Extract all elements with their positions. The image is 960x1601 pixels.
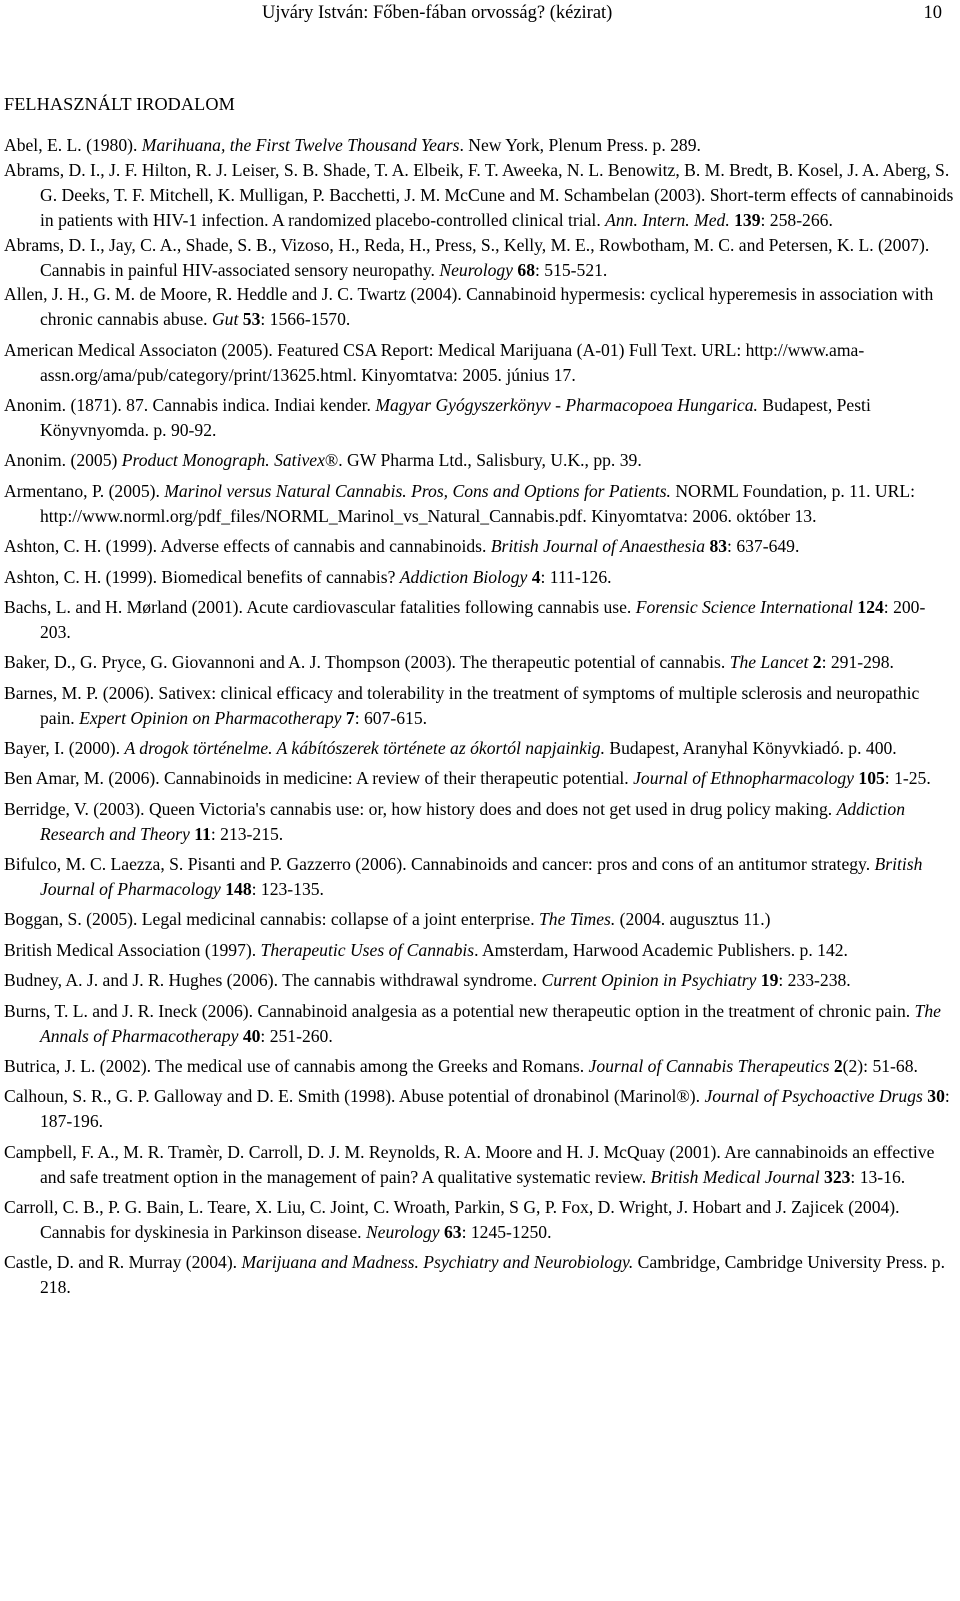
page-header: [0, 0, 960, 28]
reference-text: : 1-25.: [884, 768, 931, 789]
reference-text: Berridge, V. (2003). Queen Victoria's cannabis use: or, how history does and does not get used in drug policy making.: [4, 798, 837, 819]
reference-text: British Medical Association (1997).: [4, 939, 261, 960]
reference-volume: 4: [531, 566, 541, 587]
reference-entry: [4, 338, 954, 388]
reference-entry: [4, 1140, 954, 1190]
reference-text: ®. GW Pharma Ltd., Salisbury, U.K., pp. 39.: [324, 450, 642, 471]
reference-source-title: Forensic Science International: [635, 596, 853, 617]
reference-source-title: Ann. Intern. Med.: [605, 209, 730, 230]
reference-entry: [4, 565, 954, 590]
reference-entry: [4, 938, 954, 963]
reference-source-title: Neurology: [439, 259, 513, 280]
reference-volume: 83: [709, 536, 728, 557]
reference-entry: [4, 968, 954, 993]
reference-source-title: The Lancet: [729, 652, 809, 673]
reference-text: Barnes, M. P. (2006). Sativex: clinical efficacy and tolerability in the treatment of symptoms of multiple sclerosis and neuropathic pain.: [4, 682, 920, 728]
reference-text: : 607-615.: [354, 707, 428, 728]
reference-text: : 1566-1570.: [260, 309, 351, 330]
reference-text: : 637-649.: [727, 536, 800, 557]
reference-source-title: Current Opinion in Psychiatry: [541, 970, 757, 991]
reference-source-title: British Medical Journal: [650, 1166, 820, 1187]
header-title: Ujváry István: Főben-fában orvosság? (kézirat): [262, 3, 613, 23]
reference-source-title: Journal of Ethnopharmacology: [633, 768, 854, 789]
reference-text: Carroll, C. B., P. G. Bain, L. Teare, X. Liu, C. Joint, C. Wroath, Parkin, S G, P. Fox, D. Wright, J. Hobart and J. Zajicek (2004). Cannabis for dyskinesia in Parkinson disease.: [4, 1196, 900, 1242]
reference-volume: 323: [824, 1166, 851, 1187]
reference-text: NORML Foundation, p. 11. URL: http://www.norml.org/pdf_files/NORML_Marinol_vs_Natural_Cannabis.pdf. Kinyomtatva: 2006. október 13.: [40, 480, 915, 526]
reference-source-title: British Journal of Anaesthesia: [490, 536, 706, 557]
reference-source-title: Expert Opinion on Pharmacotherapy: [79, 707, 342, 728]
reference-text: Burns, T. L. and J. R. Ineck (2006). Cannabinoid analgesia as a potential new therapeutic option in the treatment of chronic pain.: [4, 1000, 915, 1021]
reference-entry: [4, 797, 954, 847]
reference-entry: [4, 1250, 954, 1300]
reference-entry: [4, 650, 954, 675]
reference-text: Ben Amar, M. (2006). Cannabinoids in medicine: A review of their therapeutic potential.: [4, 768, 634, 789]
reference-text: Budapest, Pesti Könyvnyomda. p. 90-92.: [40, 395, 871, 440]
reference-entry: [4, 852, 954, 902]
reference-source-title: Therapeutic Uses of Cannabis: [260, 939, 475, 960]
reference-text: American Medical Associaton (2005). Featured CSA Report: Medical Marijuana (A-01) Full Text. URL: http://www.ama-assn.org/ama/pub/category/print/13625.html. Kinyomtatva: 2005. június 17.: [4, 339, 865, 385]
reference-text: Abrams, D. I., Jay, C. A., Shade, S. B., Vizoso, H., Reda, H., Press, S., Kelly, M. E., Rowbotham, M. C. and Petersen, K. L. (2007). Cannabis in painful HIV-associated sensory neuropathy.: [4, 234, 930, 280]
reference-text: : 291-298.: [821, 652, 894, 673]
reference-entry: [4, 999, 954, 1049]
reference-entry: [4, 681, 954, 731]
reference-text: Butrica, J. L. (2002). The medical use of cannabis among the Greeks and Romans.: [4, 1055, 589, 1076]
reference-text: Baker, D., G. Pryce, G. Giovannoni and A. J. Thompson (2003). The therapeutic potential of cannabis.: [4, 652, 730, 673]
reference-text: Allen, J. H., G. M. de Moore, R. Heddle and J. C. Twartz (2004). Cannabinoid hypermesis: cyclical hyperemesis in association with chronic cannabis abuse.: [4, 284, 934, 330]
reference-text: . Amsterdam, Harwood Academic Publishers. p. 142.: [474, 939, 848, 960]
reference-text: Abel, E. L. (1980).: [4, 135, 142, 155]
reference-source-title: Journal of Cannabis Therapeutics: [588, 1055, 830, 1076]
reference-text: Calhoun, S. R., G. P. Galloway and D. E. Smith (1998). Abuse potential of dronabinol (Marinol®).: [4, 1086, 705, 1107]
reference-entry: [4, 736, 954, 761]
reference-text: Castle, D. and R. Murray (2004).: [4, 1252, 242, 1273]
page-number: 10: [923, 3, 942, 23]
reference-volume: 148: [225, 878, 252, 899]
reference-text: : 111-126.: [540, 566, 612, 587]
reference-source-title: The Annals of Pharmacotherapy: [40, 1000, 941, 1046]
reference-source-title: Magyar Gyógyszerkönyv - Pharmacopoea Hungarica.: [375, 395, 758, 416]
reference-entry: [4, 766, 954, 791]
reference-source-title: Neurology: [365, 1221, 440, 1242]
reference-volume: 53: [242, 309, 261, 330]
reference-source-title: Journal of Psychoactive Drugs: [704, 1086, 923, 1107]
reference-volume: 2: [833, 1055, 843, 1076]
reference-entry: [4, 393, 954, 443]
reference-entry: [4, 534, 954, 559]
reference-entry: [4, 1084, 954, 1134]
reference-text: : 200-203.: [40, 596, 926, 642]
reference-text: : 123-135.: [251, 878, 324, 899]
reference-text: : 515-521.: [534, 259, 608, 280]
reference-source-title: Marihuana, the First Twelve Thousand Years: [141, 135, 460, 155]
reference-text: Armentano, P. (2005).: [4, 480, 165, 501]
reference-list: [4, 133, 954, 1300]
reference-text: Bachs, L. and H. Mørland (2001). Acute cardiovascular fatalities following cannabis use.: [4, 596, 636, 617]
reference-volume: 40: [242, 1025, 261, 1046]
reference-text: . New York, Plenum Press. p. 289.: [459, 135, 701, 155]
reference-text: : 187-196.: [40, 1086, 950, 1132]
reference-source-title: Addiction Biology: [399, 566, 528, 587]
reference-text: (2004. augusztus 11.): [615, 909, 771, 930]
reference-text: Bifulco, M. C. Laezza, S. Pisanti and P. Gazzerro (2006). Cannabinoids and cancer: pros and cons of an antitumor strategy.: [4, 854, 875, 875]
reference-text: (2): 51-68.: [842, 1055, 918, 1076]
reference-volume: 139: [734, 209, 761, 230]
reference-entry: [4, 479, 954, 529]
section-title: FELHASZNÁLT IRODALOM: [4, 94, 235, 114]
reference-source-title: The Times.: [539, 909, 616, 930]
reference-volume: 2: [812, 652, 822, 673]
reference-volume: 11: [194, 823, 211, 844]
reference-volume: 30: [927, 1086, 945, 1107]
reference-entry: [4, 448, 954, 473]
reference-text: : 1245-1250.: [461, 1221, 552, 1242]
reference-text: Ashton, C. H. (1999). Adverse effects of cannabis and cannabinoids.: [4, 536, 491, 557]
reference-entry: [4, 233, 954, 283]
reference-text: : 251-260.: [260, 1025, 333, 1046]
reference-volume: 105: [858, 768, 885, 789]
reference-volume: 124: [857, 596, 884, 617]
reference-volume: 7: [345, 707, 355, 728]
reference-entry: [4, 282, 954, 332]
reference-source-title: Marinol versus Natural Cannabis. Pros, Cons and Options for Patients.: [164, 480, 671, 501]
reference-volume: 19: [760, 970, 779, 991]
reference-text: Campbell, F. A., M. R. Tramèr, D. Carroll, D. J. M. Reynolds, R. A. Moore and H. J. McQuay (2001). Are cannabinoids an effective and safe treatment option in the management of pain? A qualitative systematic review.: [4, 1141, 935, 1187]
reference-text: Anonim. (2005): [4, 450, 122, 471]
reference-source-title: Gut: [211, 309, 239, 330]
reference-volume: 63: [443, 1221, 462, 1242]
reference-volume: 68: [517, 259, 535, 280]
reference-text: Bayer, I. (2000).: [4, 737, 125, 758]
reference-source-title: A drogok történelme. A kábítószerek története az ókortól napjainkig.: [124, 737, 605, 758]
reference-text: Anonim. (1871). 87. Cannabis indica. Indiai kender.: [4, 395, 376, 416]
reference-source-title: Marijuana and Madness. Psychiatry and Neurobiology.: [241, 1252, 634, 1273]
reference-text: Budapest, Aranyhal Könyvkiadó. p. 400.: [604, 737, 897, 758]
reference-text: Budney, A. J. and J. R. Hughes (2006). The cannabis withdrawal syndrome.: [4, 970, 542, 991]
reference-source-title: Product Monograph. Sativex: [121, 450, 325, 471]
reference-text: : 258-266.: [760, 209, 833, 230]
reference-text: : 213-215.: [210, 823, 284, 844]
reference-text: Abrams, D. I., J. F. Hilton, R. J. Leiser, S. B. Shade, T. A. Elbeik, F. T. Aweeka, N. L. Benowitz, B. M. Bredt, B. Kosel, J. A. Aberg, S. G. Deeks, T. F. Mitchell, K. Mulligan, P. Bacchetti, J. M. McCune and M. Schambelan (2003). Short-term effects of cannabinoids in patients with HIV-1 infection. A randomized placebo-controlled clinical trial.: [4, 159, 954, 230]
reference-entry: [4, 1054, 954, 1079]
reference-text: : 13-16.: [850, 1166, 906, 1187]
reference-text: : 233-238.: [778, 970, 851, 991]
reference-text: Ashton, C. H. (1999). Biomedical benefits of cannabis?: [4, 566, 400, 587]
reference-source-title: British Journal of Pharmacology: [40, 854, 923, 899]
reference-entry: [4, 158, 954, 233]
reference-entry: [4, 907, 954, 932]
reference-entry: [4, 133, 954, 158]
reference-entry: [4, 1195, 954, 1245]
reference-text: Boggan, S. (2005). Legal medicinal cannabis: collapse of a joint enterprise.: [4, 909, 539, 930]
reference-entry: [4, 595, 954, 645]
reference-text: Cambridge, Cambridge University Press. p. 218.: [40, 1252, 946, 1298]
reference-source-title: Addiction Research and Theory: [40, 798, 905, 844]
